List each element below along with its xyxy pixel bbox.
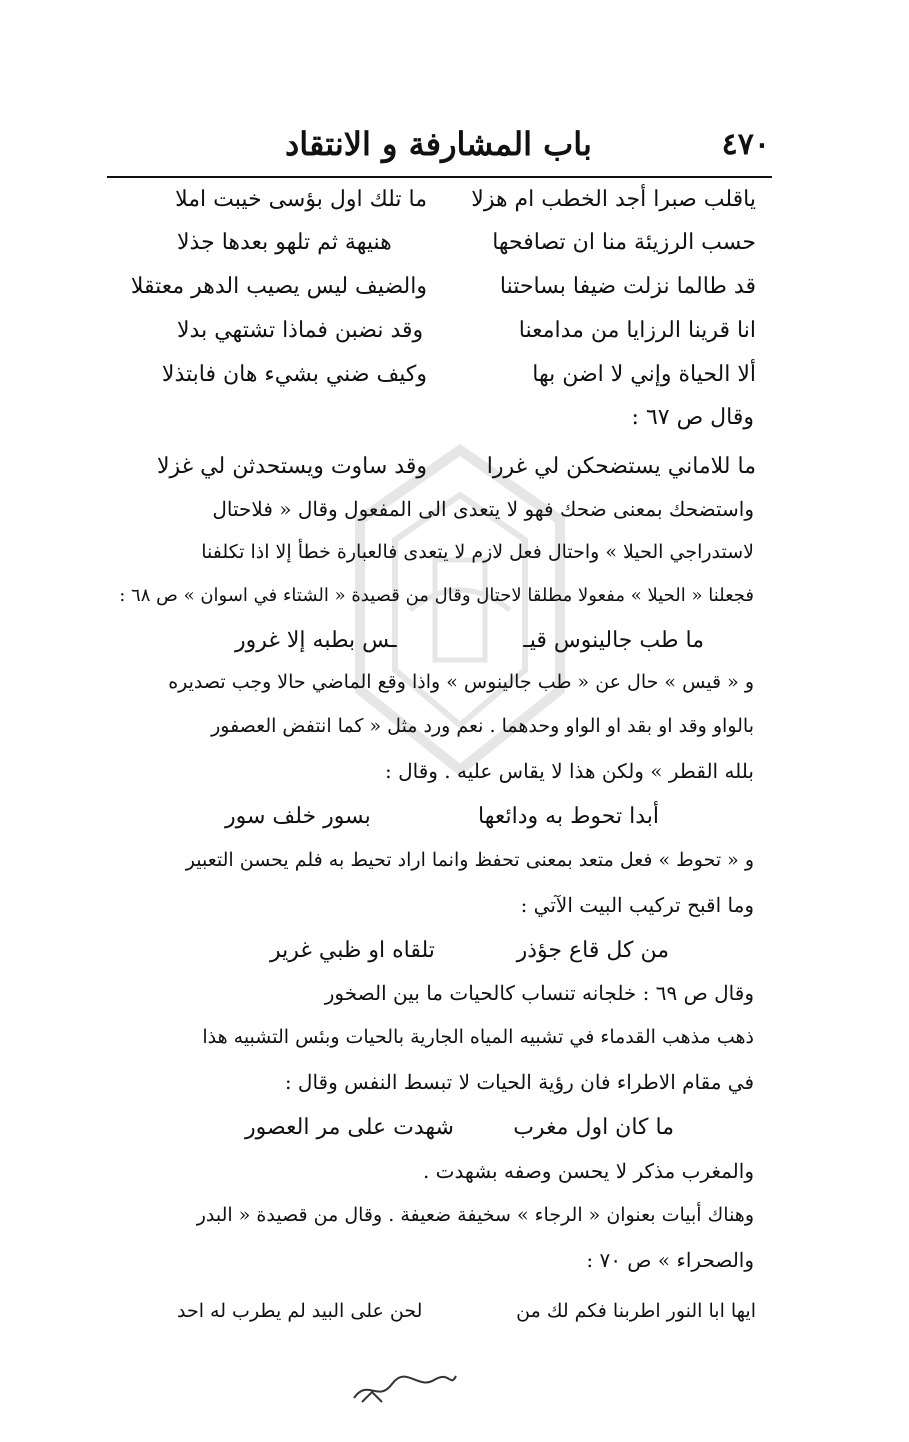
- verse-6-left: وقد ساوت ويستحدثن لي غزلا: [157, 454, 427, 479]
- verse-3-right: قد طالما نزلت ضيفا بساحتنا: [499, 274, 756, 299]
- verse-9-right: من كل قاع جؤذر: [516, 938, 669, 963]
- verse-8-left: بسور خلف سور: [225, 804, 371, 829]
- verse-2-right: حسب الرزيئة منا ان تصافحها: [492, 230, 756, 255]
- verse-8-right: أبدا تحوط به ودائعها: [478, 804, 659, 829]
- prose-line: وما اقبح تركيب البيت الآتي :: [520, 893, 754, 917]
- verse-11-right: ايها ابا النور اطربنا فكم لك من: [516, 1300, 756, 1322]
- prose-line: لاستدراجي الحيلا » واحتال فعل لازم لا يتعدى فالعبارة خطأ إلا اذا تكلفنا: [201, 541, 754, 563]
- prose-line: والصحراء » ص ٧٠ :: [586, 1248, 754, 1272]
- verse-4-left: وقد نضبن فماذا تشتهي بدلا: [177, 318, 424, 343]
- verse-4-right: انا قرينا الرزايا من مدامعنا: [518, 318, 756, 343]
- prose-line: و « قيس » حال عن « طب جالينوس » واذا وقع الماضي حالا وجب تصديره: [168, 671, 754, 693]
- heading-line: وقال ص ٦٧ :: [631, 405, 754, 430]
- handwritten-scribble-mark: [350, 1368, 460, 1408]
- verse-5-right: ألا الحياة وإني لا اضن بها: [532, 362, 756, 387]
- verse-1-right: ياقلب صبرا أجد الخطب ام هزلا: [471, 187, 756, 212]
- prose-line: بلله القطر » ولكن هذا لا يقاس عليه . وقال :: [384, 759, 754, 783]
- verse-5-left: وكيف ضني بشيء هان فابتذلا: [161, 362, 427, 387]
- verse-7-right: ما طب جالينوس قيـ: [523, 628, 704, 653]
- verse-3-left: والضيف ليس يصيب الدهر معتقلا: [130, 274, 427, 299]
- prose-line: والمغرب مذكر لا يحسن وصفه بشهدت .: [422, 1159, 754, 1183]
- prose-line: في مقام الاطراء فان رؤية الحيات لا تبسط النفس وقال :: [284, 1070, 754, 1094]
- page-number: ٤٧٠: [721, 126, 770, 162]
- verse-6-right: ما للاماني يستضحكن لي غررا: [486, 454, 756, 479]
- prose-line: واستضحك بمعنى ضحك فهو لا يتعدى الى المفعول وقال « فلاحتال: [212, 497, 754, 521]
- verse-7-left: ـس بطبه إلا غرور: [235, 628, 397, 653]
- verse-2-left: هنيهة ثم تلهو بعدها جذلا: [177, 230, 392, 255]
- prose-line: فجعلنا « الحيلا » مفعولا مطلقا لاحتال وقال من قصيدة « الشتاء في اسوان » ص ٦٨ :: [119, 585, 754, 606]
- prose-line: وهناك أبيات بعنوان « الرجاء » سخيفة ضعيفة . وقال من قصيدة « البدر: [196, 1204, 754, 1226]
- prose-line: و « تحوط » فعل متعد بمعنى تحفظ وانما اراد تحيط به فلم يحسن التعبير: [185, 849, 754, 871]
- verse-10-right: ما كان اول مغرب: [513, 1115, 674, 1140]
- verse-11-left: لحن على البيد لم يطرب له احد: [177, 1300, 423, 1322]
- prose-line: بالواو وقد او بقد او الواو وحدهما . نعم ورد مثل « كما انتفض العصفور: [211, 715, 754, 737]
- prose-line: ذهب مذهب القدماء في تشبيه المياه الجارية بالحيات وبئس التشبيه هذا: [202, 1026, 754, 1048]
- prose-line: وقال ص ٦٩ : خلجانه تنساب كالحيات ما بين الصخور: [324, 981, 754, 1005]
- verse-1-left: ما تلك اول بؤسى خيبت املا: [175, 187, 427, 212]
- verse-10-left: شهدت على مر العصور: [245, 1115, 454, 1140]
- verse-9-left: تلقاه او ظبي غرير: [270, 938, 435, 963]
- page-title: باب المشارفة و الانتقاد: [285, 125, 592, 163]
